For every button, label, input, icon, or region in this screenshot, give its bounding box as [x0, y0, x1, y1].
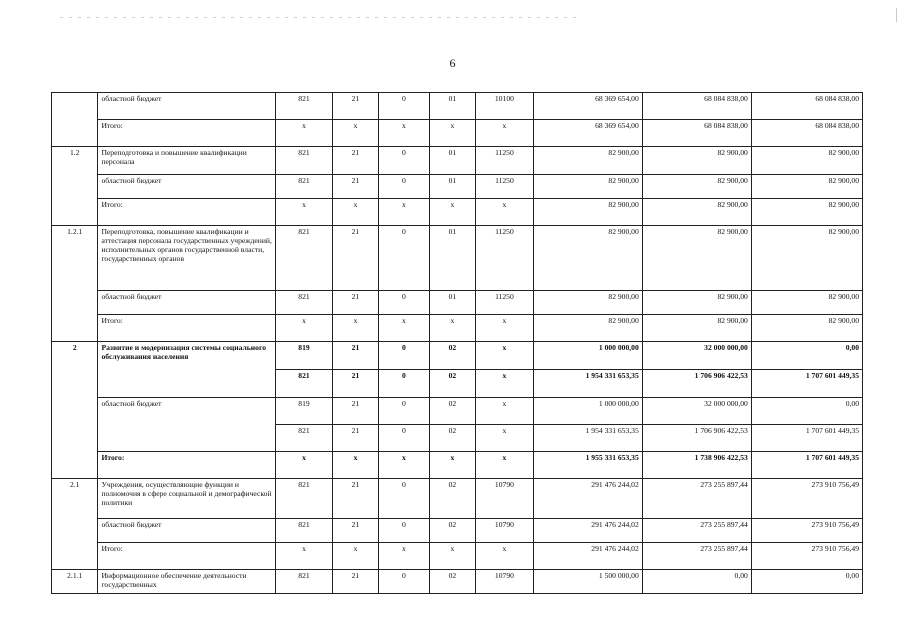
- code-cell: x: [276, 452, 333, 479]
- code-cell: 01: [429, 93, 475, 120]
- amount-cell: 82 900,00: [642, 147, 751, 175]
- code-cell: 21: [332, 226, 378, 291]
- code-cell: x: [429, 543, 475, 570]
- code-cell: 821: [276, 519, 333, 543]
- code-cell: x: [332, 315, 378, 342]
- amount-cell: 82 900,00: [751, 226, 862, 291]
- code-cell: 02: [429, 519, 475, 543]
- code-cell: 21: [332, 425, 378, 452]
- amount-cell: 1 000 000,00: [533, 342, 642, 370]
- code-cell: 21: [332, 570, 378, 594]
- code-cell: 21: [332, 342, 378, 370]
- table-row: [52, 398, 863, 425]
- row-name-cell: Переподготовка, повышение квалификации и аттестация персонала государственных учреждений, исполнительных органов государственной власти, государственных органов: [98, 226, 276, 291]
- amount-cell: 68 084 838,00: [751, 120, 862, 147]
- row-name-cell: Переподготовка и повышение квалификации персонала: [98, 147, 276, 175]
- amount-cell: 68 084 838,00: [642, 93, 751, 120]
- row-name-cell: областной бюджет: [98, 175, 276, 199]
- code-cell: 821: [276, 370, 333, 398]
- code-cell: x: [476, 425, 534, 452]
- code-cell: x: [379, 199, 429, 226]
- code-cell: 821: [276, 175, 333, 199]
- amount-cell: 0,00: [751, 398, 862, 425]
- code-cell: 01: [429, 147, 475, 175]
- table-row: [52, 93, 863, 120]
- code-cell: 01: [429, 175, 475, 199]
- code-cell: x: [276, 315, 333, 342]
- amount-cell: 32 000 000,00: [642, 398, 751, 425]
- code-cell: 0: [379, 519, 429, 543]
- amount-cell: 1 954 331 653,35: [533, 425, 642, 452]
- row-name-cell: Итого:: [98, 315, 276, 342]
- table-row: [52, 570, 863, 594]
- code-cell: 02: [429, 342, 475, 370]
- code-cell: 21: [332, 93, 378, 120]
- amount-cell: 68 369 654,00: [533, 120, 642, 147]
- code-cell: x: [429, 452, 475, 479]
- row-number-cell: [52, 93, 98, 147]
- code-cell: 0: [379, 570, 429, 594]
- row-name-cell: Итого:: [98, 120, 276, 147]
- budget-table: [51, 92, 863, 594]
- amount-cell: 82 900,00: [751, 199, 862, 226]
- amount-cell: 82 900,00: [533, 291, 642, 315]
- code-cell: x: [476, 315, 534, 342]
- amount-cell: 68 084 838,00: [642, 120, 751, 147]
- amount-cell: 82 900,00: [533, 226, 642, 291]
- amount-cell: 273 255 897,44: [642, 519, 751, 543]
- amount-cell: 0,00: [751, 342, 862, 370]
- table-row: [52, 342, 863, 370]
- amount-cell: 291 476 244,02: [533, 519, 642, 543]
- code-cell: 11250: [476, 226, 534, 291]
- scan-mark-top-left: [60, 17, 580, 18]
- row-name-cell: Итого:: [98, 199, 276, 226]
- row-name-cell: Итого:: [98, 543, 276, 570]
- amount-cell: 0,00: [751, 570, 862, 594]
- code-cell: x: [276, 543, 333, 570]
- amount-cell: 82 900,00: [642, 315, 751, 342]
- row-number-cell: 1.2.1: [52, 226, 98, 342]
- row-name-cell: областной бюджет: [98, 291, 276, 315]
- code-cell: 0: [379, 147, 429, 175]
- amount-cell: 82 900,00: [642, 199, 751, 226]
- table-row: [52, 452, 863, 479]
- table-row: [52, 519, 863, 543]
- code-cell: 0: [379, 226, 429, 291]
- code-cell: x: [379, 543, 429, 570]
- code-cell: x: [476, 120, 534, 147]
- table-row: [52, 175, 863, 199]
- code-cell: 21: [332, 370, 378, 398]
- code-cell: 11250: [476, 147, 534, 175]
- code-cell: x: [276, 199, 333, 226]
- code-cell: x: [476, 370, 534, 398]
- amount-cell: 82 900,00: [642, 175, 751, 199]
- code-cell: x: [429, 199, 475, 226]
- code-cell: x: [332, 199, 378, 226]
- amount-cell: 1 000 000,00: [533, 398, 642, 425]
- amount-cell: 273 910 756,49: [751, 543, 862, 570]
- code-cell: 02: [429, 425, 475, 452]
- code-cell: 21: [332, 175, 378, 199]
- amount-cell: 273 910 756,49: [751, 479, 862, 519]
- code-cell: 10790: [476, 570, 534, 594]
- amount-cell: 273 910 756,49: [751, 519, 862, 543]
- code-cell: 02: [429, 570, 475, 594]
- code-cell: 819: [276, 398, 333, 425]
- code-cell: 01: [429, 226, 475, 291]
- amount-cell: 273 255 897,44: [642, 479, 751, 519]
- code-cell: x: [429, 120, 475, 147]
- row-name-cell: областной бюджет: [98, 398, 276, 452]
- row-number-cell: 1.2: [52, 147, 98, 226]
- code-cell: 821: [276, 479, 333, 519]
- row-name-cell: областной бюджет: [98, 519, 276, 543]
- code-cell: x: [429, 315, 475, 342]
- code-cell: x: [379, 452, 429, 479]
- code-cell: x: [379, 315, 429, 342]
- row-name-cell: Информационное обеспечение деятельности государственных: [98, 570, 276, 594]
- amount-cell: 82 900,00: [533, 315, 642, 342]
- amount-cell: 82 900,00: [751, 315, 862, 342]
- table-row: [52, 543, 863, 570]
- table-row: [52, 199, 863, 226]
- code-cell: x: [476, 199, 534, 226]
- table-row: [52, 479, 863, 519]
- code-cell: 0: [379, 93, 429, 120]
- code-cell: 11250: [476, 291, 534, 315]
- code-cell: 0: [379, 175, 429, 199]
- code-cell: x: [476, 452, 534, 479]
- amount-cell: 1 707 601 449,35: [751, 370, 862, 398]
- code-cell: 21: [332, 479, 378, 519]
- code-cell: 21: [332, 291, 378, 315]
- amount-cell: 68 084 838,00: [751, 93, 862, 120]
- amount-cell: 68 369 654,00: [533, 93, 642, 120]
- amount-cell: 1 707 601 449,35: [751, 425, 862, 452]
- amount-cell: 1 706 906 422,53: [642, 425, 751, 452]
- code-cell: 821: [276, 93, 333, 120]
- code-cell: 819: [276, 342, 333, 370]
- amount-cell: 0,00: [642, 570, 751, 594]
- amount-cell: 1 500 000,00: [533, 570, 642, 594]
- row-number-cell: 2: [52, 342, 98, 479]
- scan-mark-right-edge: [896, 8, 897, 22]
- code-cell: 0: [379, 479, 429, 519]
- code-cell: 10790: [476, 519, 534, 543]
- code-cell: x: [476, 543, 534, 570]
- code-cell: x: [332, 120, 378, 147]
- code-cell: 21: [332, 147, 378, 175]
- page-number: 6: [449, 56, 456, 70]
- amount-cell: 82 900,00: [533, 175, 642, 199]
- code-cell: 0: [379, 425, 429, 452]
- code-cell: x: [476, 342, 534, 370]
- table-row: [52, 226, 863, 291]
- row-name-cell: Итого:: [98, 452, 276, 479]
- code-cell: x: [476, 398, 534, 425]
- code-cell: 01: [429, 291, 475, 315]
- code-cell: 821: [276, 291, 333, 315]
- code-cell: 821: [276, 425, 333, 452]
- amount-cell: 32 000 000,00: [642, 342, 751, 370]
- code-cell: 0: [379, 342, 429, 370]
- code-cell: x: [332, 543, 378, 570]
- code-cell: 10790: [476, 479, 534, 519]
- amount-cell: 82 900,00: [751, 175, 862, 199]
- row-number-cell: 2.1: [52, 479, 98, 570]
- code-cell: x: [332, 452, 378, 479]
- code-cell: 21: [332, 398, 378, 425]
- amount-cell: 82 900,00: [751, 147, 862, 175]
- row-name-cell: Учреждения, осуществляющие функции и полномочия в сфере социальной и демографической политики: [98, 479, 276, 519]
- amount-cell: 82 900,00: [533, 199, 642, 226]
- code-cell: 0: [379, 291, 429, 315]
- table-row: [52, 291, 863, 315]
- code-cell: 821: [276, 147, 333, 175]
- code-cell: 0: [379, 370, 429, 398]
- code-cell: 11250: [476, 175, 534, 199]
- code-cell: x: [379, 120, 429, 147]
- code-cell: 02: [429, 370, 475, 398]
- row-name-cell: Развитие и модернизация системы социального обслуживания населения: [98, 342, 276, 398]
- code-cell: 0: [379, 398, 429, 425]
- code-cell: 21: [332, 519, 378, 543]
- amount-cell: 1 706 906 422,53: [642, 370, 751, 398]
- code-cell: 02: [429, 398, 475, 425]
- table-row: [52, 315, 863, 342]
- amount-cell: 1 955 331 653,35: [533, 452, 642, 479]
- code-cell: 02: [429, 479, 475, 519]
- code-cell: 821: [276, 570, 333, 594]
- amount-cell: 82 900,00: [642, 291, 751, 315]
- row-name-cell: областной бюджет: [98, 93, 276, 120]
- amount-cell: 1 954 331 653,35: [533, 370, 642, 398]
- amount-cell: 291 476 244,02: [533, 543, 642, 570]
- amount-cell: 82 900,00: [642, 226, 751, 291]
- code-cell: 821: [276, 226, 333, 291]
- amount-cell: 1 738 906 422,53: [642, 452, 751, 479]
- code-cell: x: [276, 120, 333, 147]
- row-number-cell: 2.1.1: [52, 570, 98, 594]
- code-cell: 10100: [476, 93, 534, 120]
- table-row: [52, 120, 863, 147]
- amount-cell: 273 255 897,44: [642, 543, 751, 570]
- amount-cell: 291 476 244,02: [533, 479, 642, 519]
- table-row: [52, 147, 863, 175]
- amount-cell: 1 707 601 449,35: [751, 452, 862, 479]
- amount-cell: 82 900,00: [751, 291, 862, 315]
- amount-cell: 82 900,00: [533, 147, 642, 175]
